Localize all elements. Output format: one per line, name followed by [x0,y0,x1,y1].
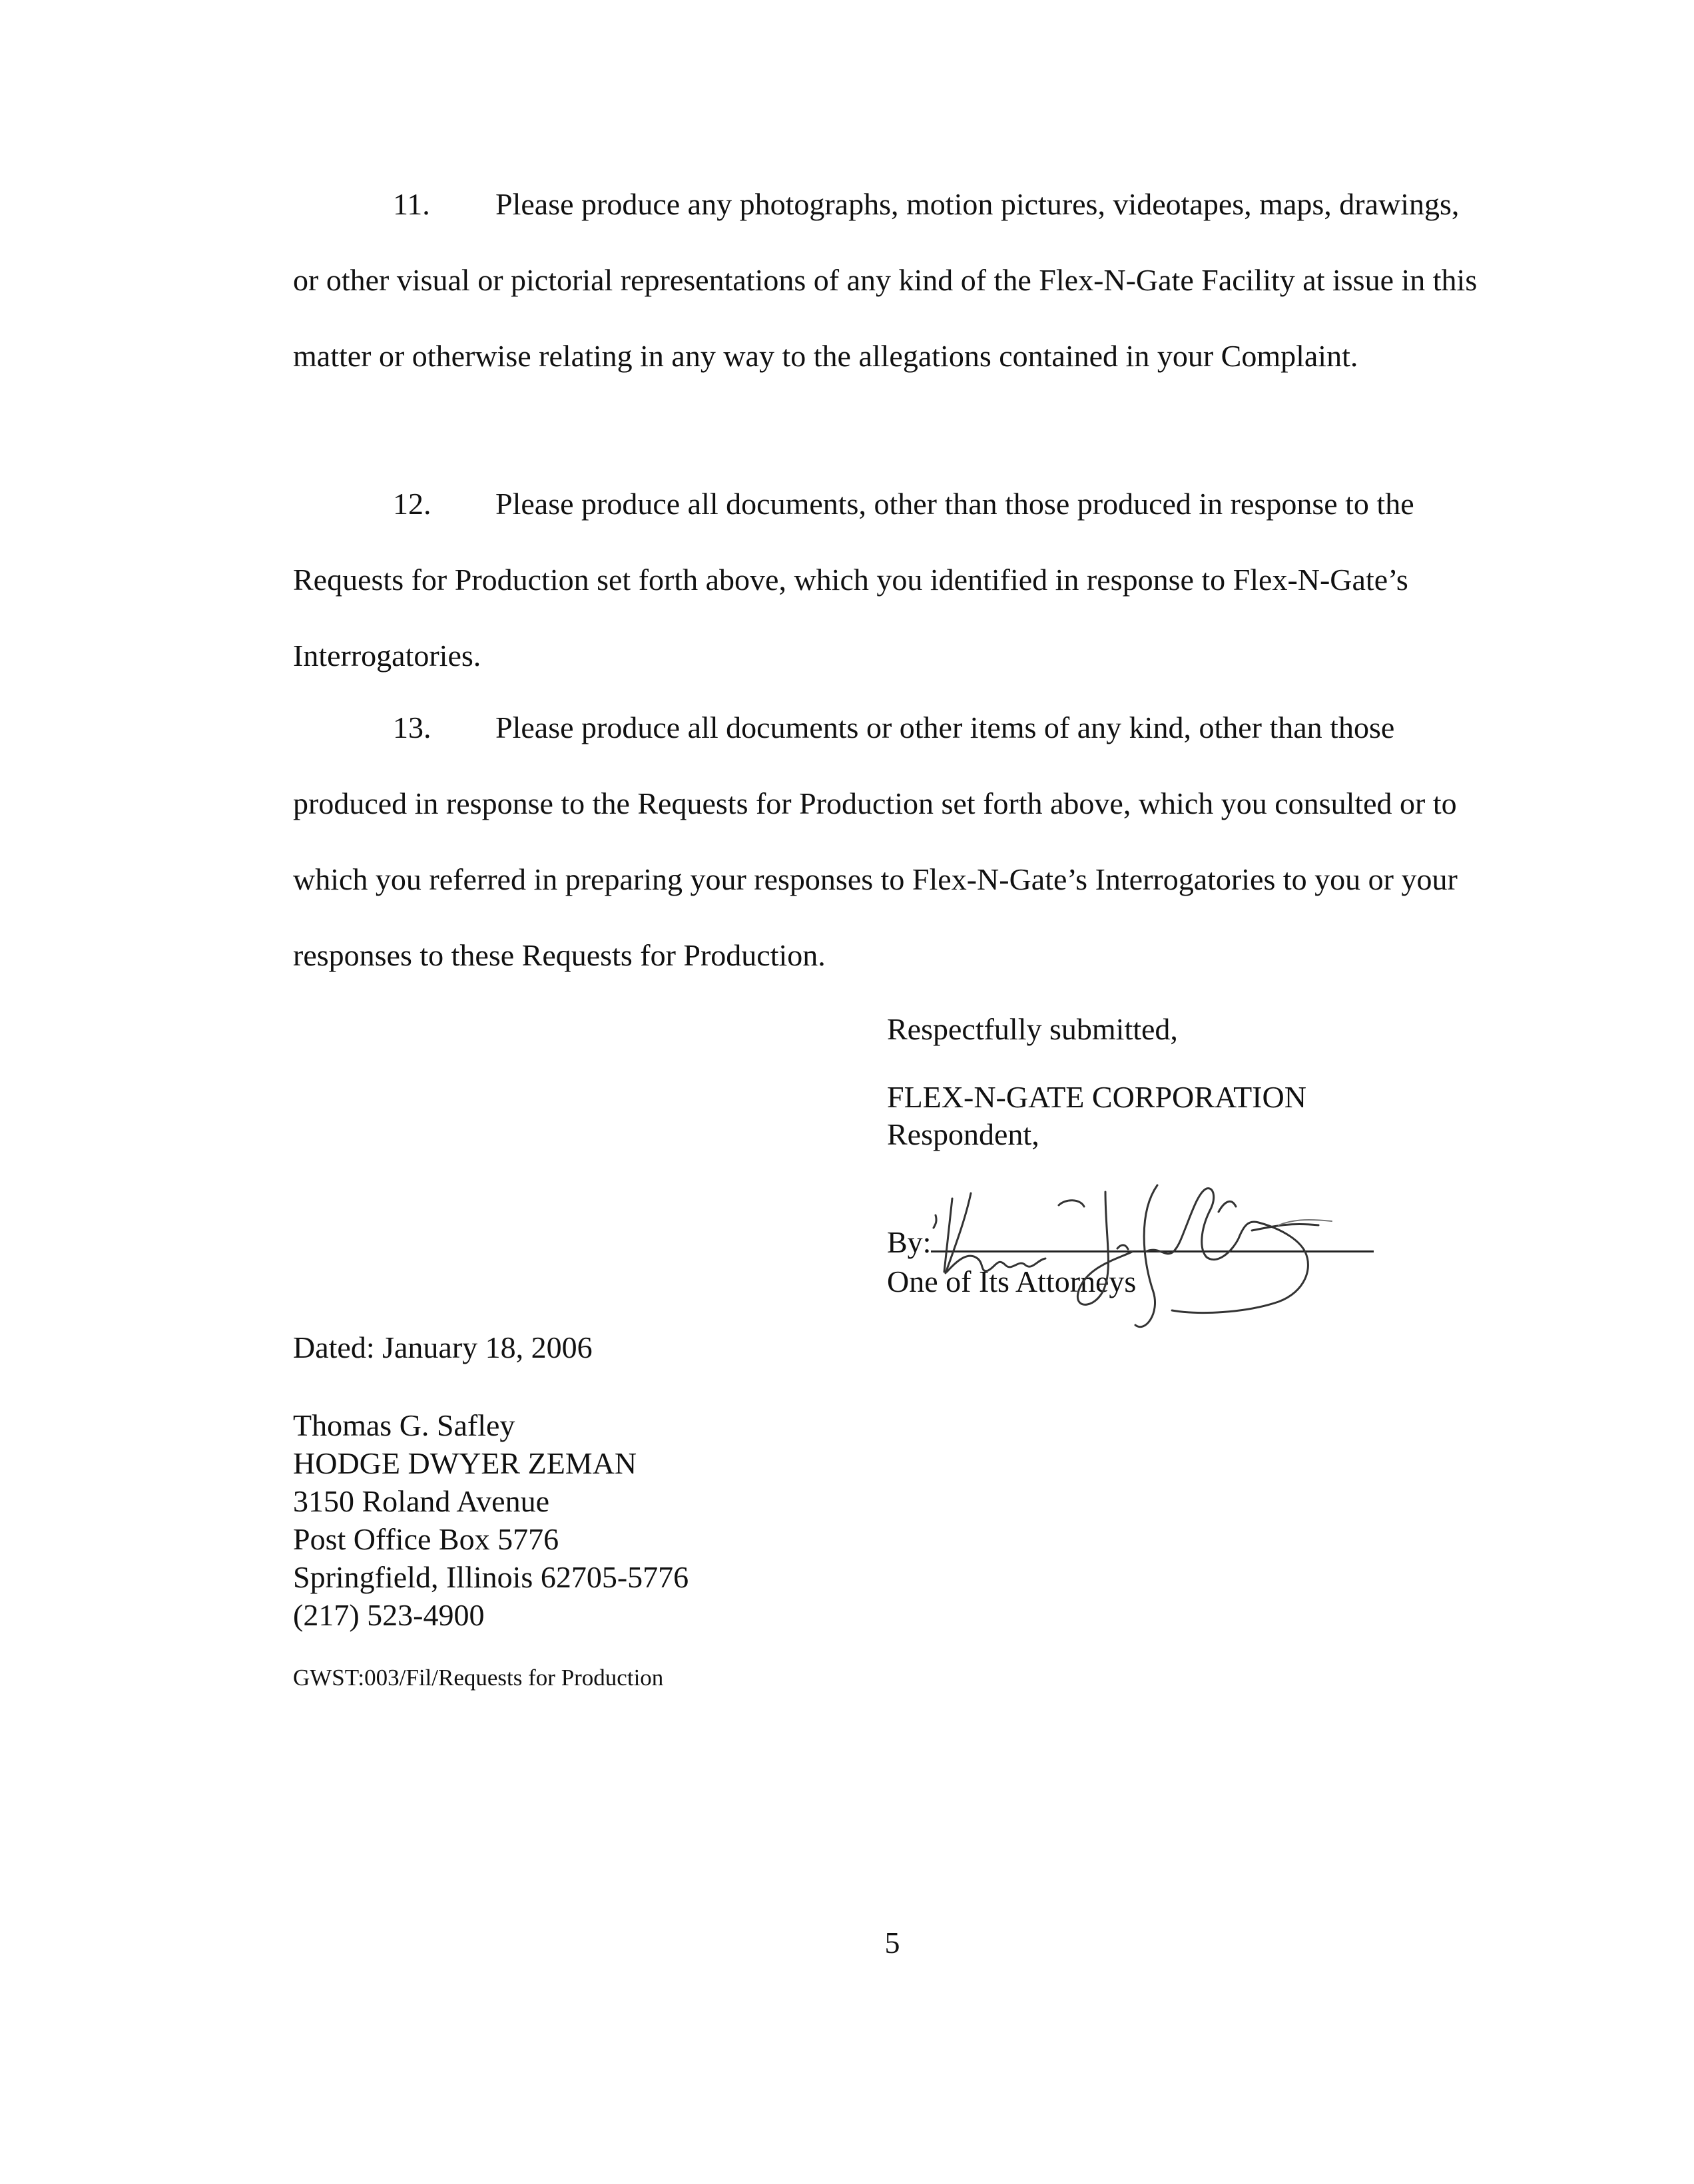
handwritten-signature [906,1159,1385,1358]
request-13 [293,690,1492,993]
closing-salutation: Respectfully submitted, [887,1012,1178,1046]
street-address: 3150 Roland Avenue [293,1484,549,1518]
file-reference: GWST:003/Fil/Requests for Production [293,1665,664,1691]
firm-name: HODGE DWYER ZEMAN [293,1446,637,1480]
request-12 [293,466,1492,694]
page-number: 5 [884,1926,900,1960]
attorney-name: Thomas G. Safley [293,1408,515,1442]
request-number: 13. [393,710,431,744]
request-11 [293,166,1492,394]
request-text: Please produce all documents, other than those produced in response to the Requests for Production set forth above, which you identified in response to Flex-N-Gate’s Interrogatories. [293,487,1414,673]
city-state-zip: Springfield, Illinois 62705-5776 [293,1560,689,1594]
request-text: Please produce all documents or other items of any kind, other than those produced in response to the Requests for Production set forth above, which you consulted or to which you referred in preparing your responses to Flex-N-Gate’s Interrogatories to you or your responses to these Requests for Production. [293,710,1458,972]
company-name: FLEX-N-GATE CORPORATION [887,1080,1306,1114]
attorney-address [293,1406,689,1634]
company-block [887,1079,1306,1153]
request-number: 12. [393,487,431,521]
by-label: By: [887,1225,932,1259]
request-text: Please produce any photographs, motion pictures, videotapes, maps, drawings, or other visual or pictorial representations of any kind of the Flex-N-Gate Facility at issue in this matter or otherwise relating in any way to the allegations contained in your Complaint. [293,187,1478,373]
po-box: Post Office Box 5776 [293,1522,559,1556]
attorneys-label: One of Its Attorneys [887,1264,1137,1298]
request-number: 11. [393,187,430,221]
dated-line: Dated: January 18, 2006 [293,1330,593,1364]
phone-number: (217) 523-4900 [293,1598,485,1632]
company-role: Respondent, [887,1117,1039,1151]
